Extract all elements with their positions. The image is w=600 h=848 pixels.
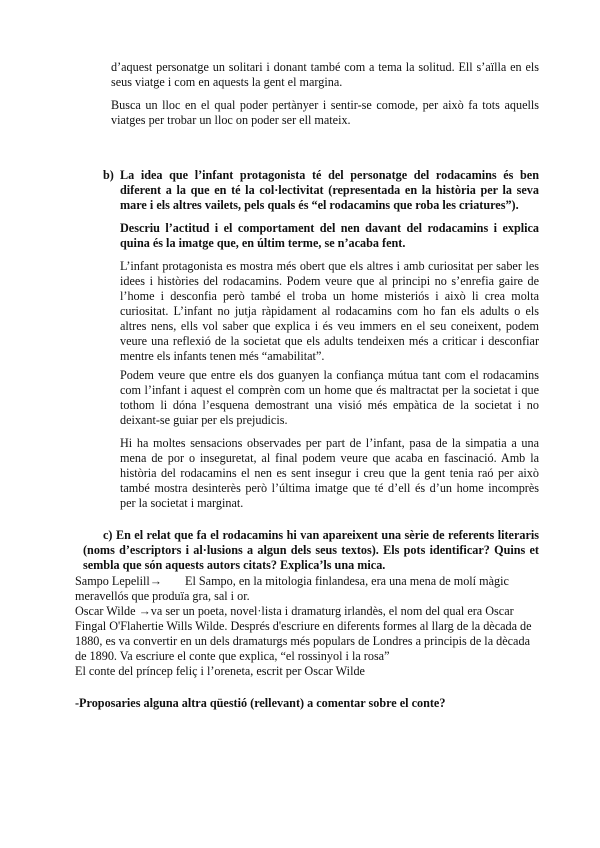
wilde-line-4: de 1890. Va escriure el conte que explica, “el rossinyol i la rosa” (75, 649, 390, 663)
wilde-line-1: Oscar Wilde →va ser un poeta, novel·lista i dramaturg irlandès, el nom del qual era Oscar (75, 604, 514, 618)
section-c-question: En el relat que fa el rodacamins hi van apareixent una sèrie de referents literaris (noms d’escriptors i al·lusions a algun dels seus textos). Els pots identificar? Quins et sembla que són aquests autors citats? Explica’ls una mica. (83, 528, 539, 572)
intro-paragraph-2: Busca un lloc en el qual poder pertànyer i sentir-se comode, per això fa tots aquells viatges per trobar un lloc on poder ser ell mateix. (111, 98, 539, 127)
wilde-line-3: 1880, es va convertir en un dels dramaturgs més populars de Londres a principis de la dècada (75, 634, 530, 648)
section-b-label: b) (103, 168, 114, 182)
section-b-answer-paragraph-2: Podem veure que entre els dos guanyen la confiança mútua tant com el rodacamins com l’infant i aquest el comprèn com un home que és maltractat per la societat i que tothom li dóna l’esquena demostrant una visió més empàtica de la societat i no deixant-se guiar per els prejudicis. (120, 368, 539, 427)
section-b-answer-paragraph-1: L’infant protagonista es mostra més obert que els altres i amb curiositat per saber les idees i històries del rodacamins. Podem veure que al principi no s’enrefia gaire de l’home i desconfia però també el troba un home misteriós i això li crea molta curiositat. L’infant no jutja ràpidament al rodacamins com ho fan els adults o els altres nens, ells vol saber que explica i és veu immers en el seu coneixent, podem veure una reflexió de la societat que els adults tendeixen més a criticar i desconfiar mentre els infants tenen més “amabilitat”. (120, 259, 539, 363)
wilde-line-2: Fingal O'Flahertie Wills Wilde. Després d'escriure en diferents formes al llarg de la dècada de (75, 619, 532, 633)
section-c-label: c) (103, 528, 113, 542)
sampo-line-1-desc: El Sampo, en la mitologia finlandesa, era una mena de molí màgic (185, 574, 509, 588)
final-question: -Proposaries alguna altra qüestió (rellevant) a comentar sobre el conte? (75, 696, 446, 710)
section-b-answer-paragraph-3: Hi ha moltes sensacions observades per part de l’infant, pasa de la simpatia a una mena de por o inseguretat, al final podem veure que acaba en fascinació. Amb la història del rodacamins el nen es sent insegur i creu que la gent tenia raó per això també mostra desinterès però l’última imatge que té d’ell és d’un home incomprès per la societat i marginat. (120, 436, 539, 510)
sampo-line-1-term: Sampo Lepelill→ (75, 574, 162, 588)
intro-paragraph-1: d’aquest personatge un solitari i donant també com a tema la solitud. Ell s’aïlla en els seus viatge i com en aquests la gent el margina. (111, 60, 539, 89)
section-c-question-block (83, 528, 539, 573)
sampo-line-2: meravellós que produïa gra, sal i or. (75, 589, 250, 603)
section-b-subquestion: Descriu l’actitud i el comportament del nen davant del rodacamins i explica quina és la imatge que, en últim terme, se n’acaba fent. (120, 221, 539, 250)
section-b-question: La idea que l’infant protagonista té del personatge del rodacamins és ben diferent a la que en té la col·lectivitat (representada en la història per la seva mare i els altres vailets, pels quals és “el rodacamins que roba les criatures”). (120, 168, 539, 212)
wilde-line-5: El conte del príncep feliç i l’oreneta, escrit per Oscar Wilde (75, 664, 365, 678)
